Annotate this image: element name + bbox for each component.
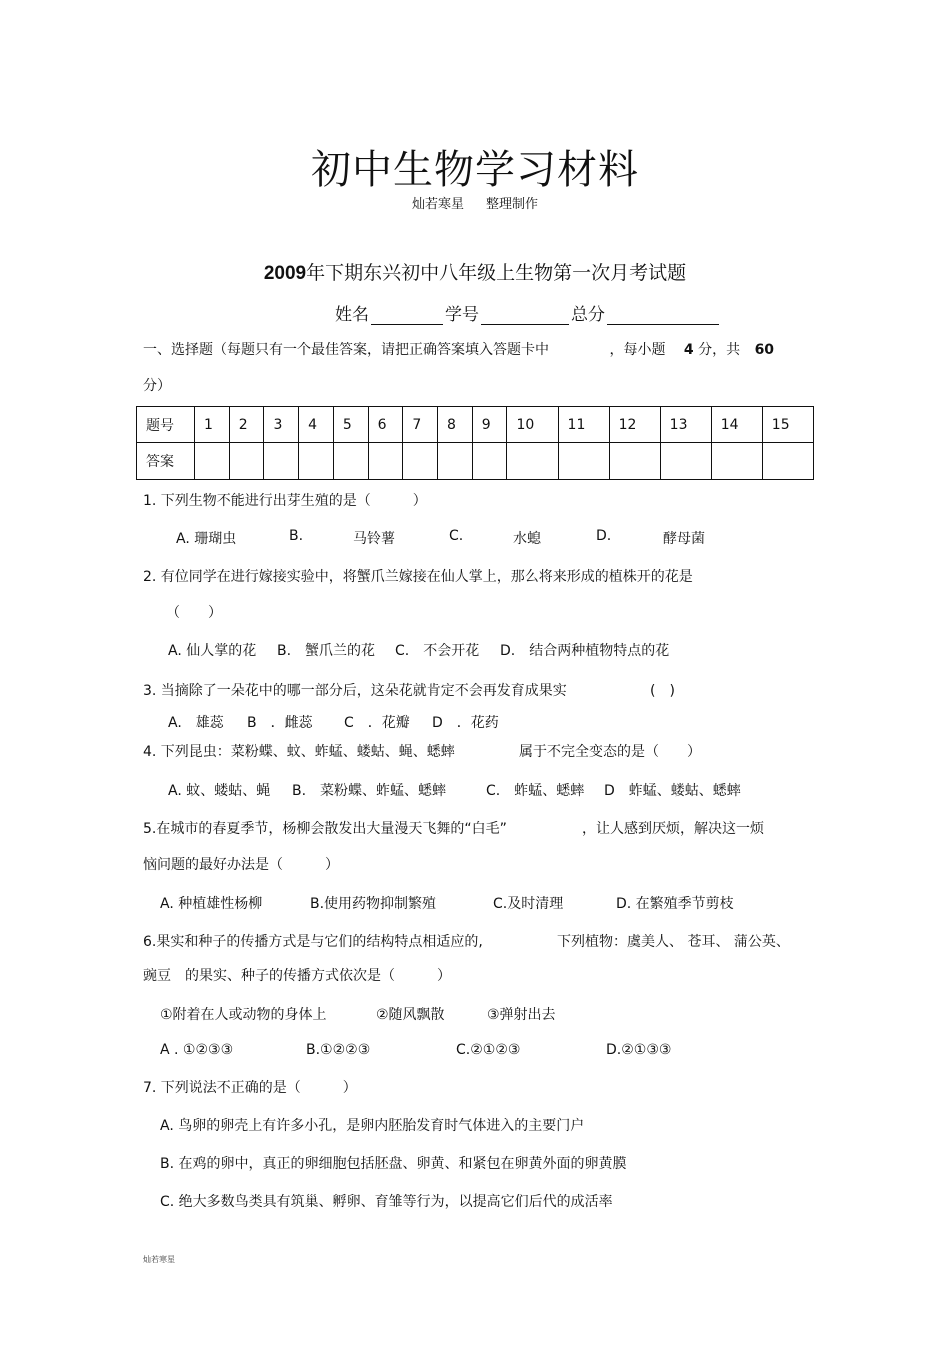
answer-cell[interactable] <box>609 443 660 480</box>
q1-option-c-text: 水螅 <box>513 531 541 547</box>
table-row <box>137 443 814 480</box>
page-footer: 灿若寒星 <box>143 1255 175 1264</box>
answer-cell[interactable] <box>264 443 299 480</box>
q1-option-c: C. <box>449 528 464 544</box>
section-instructions <box>143 339 774 359</box>
q5-option-b: B.使用药物抑制繁殖 <box>310 896 437 912</box>
answer-cell[interactable] <box>438 443 473 480</box>
question-7-stem: 7. 下列说法不正确的是（ ） <box>143 1080 357 1096</box>
answer-cell[interactable] <box>403 443 438 480</box>
q2-option-d: D. 结合两种植物特点的花 <box>500 643 670 659</box>
q4-option-a: A. 蚊、蝼蛄、蝇 <box>168 783 271 799</box>
exam-title-text: 年下期东兴初中八年级上生物第一次月考试题 <box>306 262 687 284</box>
q1-option-d-text: 酵母菌 <box>663 531 705 547</box>
q2-option-b: B. 蟹爪兰的花 <box>277 643 376 659</box>
question-2-paren: （ ） <box>166 605 222 621</box>
number-cell: 12 <box>609 407 660 443</box>
q7-option-b: B. 在鸡的卵中，真正的卵细胞包括胚盘、卵黄、和紧包在卵黄外面的卵黄膜 <box>160 1156 627 1172</box>
q5-option-a: A. 种植雄性杨柳 <box>160 896 263 912</box>
q4-option-d: D 蚱蜢、蝼蛄、蟋蟀 <box>604 783 741 799</box>
exam-year: 2009 <box>263 263 307 284</box>
answer-cell[interactable] <box>660 443 711 480</box>
table-row <box>137 407 814 443</box>
q6-mode-3: ③弹射出去 <box>487 1007 556 1023</box>
credit-text: 整理制作 <box>486 197 539 212</box>
question-4-stem: 4. 下列昆虫：菜粉蝶、蚊、蚱蜢、蝼蛄、蝇、蟋蟀 <box>143 744 455 760</box>
q2-option-c: C. 不会开花 <box>395 643 480 659</box>
q7-option-a: A. 鸟卵的卵壳上有许多小孔，是卵内胚胎发育时气体进入的主要门户 <box>160 1118 585 1134</box>
question-5-stem-2: 恼问题的最好办法是（ ） <box>143 857 339 873</box>
number-cell: 8 <box>438 407 473 443</box>
number-cell: 5 <box>333 407 368 443</box>
q6-option-c: C.②①②③ <box>456 1042 521 1058</box>
instr-part-b: ，每小题 <box>609 342 666 358</box>
exam-title <box>0 258 950 285</box>
author-name: 灿若寒星 <box>411 197 464 212</box>
number-cell: 14 <box>711 407 762 443</box>
q1-option-d: D. <box>596 528 612 544</box>
q4-option-c: C. 蚱蜢、蟋蟀 <box>486 783 585 799</box>
q6-mode-1: ①附着在人或动物的身体上 <box>160 1007 327 1023</box>
answer-cell[interactable] <box>229 443 264 480</box>
instr-part-c: 分，共 <box>698 342 741 358</box>
answer-cell[interactable] <box>762 443 813 480</box>
row-label-number: 题号 <box>137 407 195 443</box>
q5-option-d: D. 在繁殖季节剪枝 <box>616 896 734 912</box>
id-blank[interactable] <box>481 307 569 325</box>
q6-option-b: B.①②②③ <box>306 1042 371 1058</box>
answer-cell[interactable] <box>299 443 334 480</box>
question-6-stem-b: 下列植物：虞美人、 苍耳、 蒲公英、 <box>557 934 790 950</box>
instr-part-a: 一、选择题（每题只有一个最佳答案，请把正确答案填入答题卡中 <box>143 342 549 358</box>
question-6-stem-2: 豌豆 的果实、种子的传播方式依次是（ ） <box>143 968 451 984</box>
answer-table <box>136 406 814 480</box>
points-value: 4 <box>683 342 694 358</box>
id-label: 学号 <box>445 305 479 325</box>
number-cell: 11 <box>558 407 609 443</box>
row-label-answer: 答案 <box>137 443 195 480</box>
answer-cell[interactable] <box>195 443 230 480</box>
number-cell: 9 <box>472 407 507 443</box>
number-cell: 1 <box>195 407 230 443</box>
answer-cell[interactable] <box>507 443 558 480</box>
number-cell: 4 <box>299 407 334 443</box>
total-blank[interactable] <box>607 307 719 325</box>
question-3-stem: 3. 当摘除了一朵花中的哪一部分后，这朵花就肯定不会再发育成果实 <box>143 683 567 699</box>
question-6-stem: 6.果实和种子的传播方式是与它们的结构特点相适应的, <box>143 934 483 950</box>
q7-option-c: C. 绝大多数鸟类具有筑巢、孵卵、育雏等行为，以提高它们后代的成活率 <box>160 1194 613 1210</box>
number-cell: 10 <box>507 407 558 443</box>
page-title: 初中生物学习材料 <box>311 147 639 193</box>
instr-part-d: 分） <box>143 378 171 394</box>
answer-cell[interactable] <box>472 443 507 480</box>
number-cell: 3 <box>264 407 299 443</box>
question-2-stem: 2. 有位同学在进行嫁接实验中，将蟹爪兰嫁接在仙人掌上，那么将来形成的植株开的花是 <box>143 569 693 585</box>
q5-option-c: C.及时清理 <box>493 896 564 912</box>
student-info <box>335 300 721 325</box>
total-points: 60 <box>754 342 775 358</box>
q1-option-b: B. <box>289 528 304 544</box>
q2-option-a: A. 仙人掌的花 <box>168 643 257 659</box>
answer-cell[interactable] <box>368 443 403 480</box>
answer-cell[interactable] <box>711 443 762 480</box>
q6-option-a: A . ①②③③ <box>160 1042 234 1058</box>
answer-cell[interactable] <box>333 443 368 480</box>
number-cell: 2 <box>229 407 264 443</box>
number-cell: 6 <box>368 407 403 443</box>
q6-option-d: D.②①③③ <box>606 1042 672 1058</box>
subtitle <box>0 193 950 212</box>
q1-option-a: A. 珊瑚虫 <box>176 531 237 547</box>
q3-option-b: B ．雌蕊 <box>247 715 313 731</box>
question-5-stem-b: ，让人感到厌烦，解决这一烦 <box>582 821 764 837</box>
q6-mode-2: ②随风飘散 <box>376 1007 445 1023</box>
name-blank[interactable] <box>371 307 443 325</box>
number-cell: 13 <box>660 407 711 443</box>
q4-option-b: B. 菜粉蝶、蚱蜢、蟋蟀 <box>292 783 447 799</box>
q3-option-c: C ．花瓣 <box>344 715 410 731</box>
q3-option-d: D ．花药 <box>432 715 499 731</box>
name-label: 姓名 <box>335 305 369 325</box>
q3-option-a: A. 雄蕊 <box>168 715 224 731</box>
question-5-stem: 5.在城市的春夏季节，杨柳会散发出大量漫天飞舞的“白毛” <box>143 821 507 837</box>
question-4-stem-b: 属于不完全变态的是（ ） <box>519 744 701 760</box>
total-label: 总分 <box>571 305 605 325</box>
question-1-stem: 1. 下列生物不能进行出芽生殖的是（ ） <box>143 493 427 509</box>
number-cell: 15 <box>762 407 813 443</box>
question-3-paren: ( ) <box>650 683 675 699</box>
q1-option-b-text: 马铃薯 <box>353 531 395 547</box>
number-cell: 7 <box>403 407 438 443</box>
answer-cell[interactable] <box>558 443 609 480</box>
